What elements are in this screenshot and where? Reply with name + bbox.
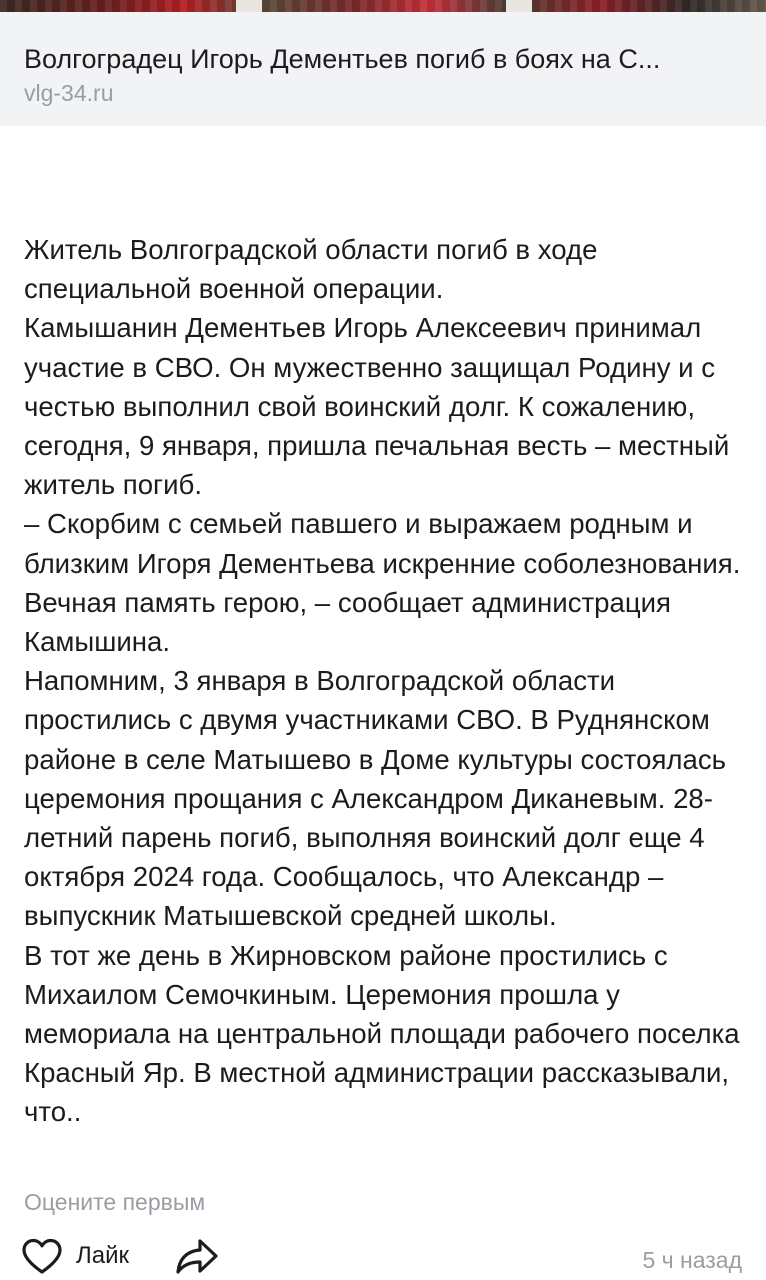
post-paragraph: В тот же день в Жирновском районе простились с Михаилом Семочкиным. Церемония прошла у мемориала на центральной площади рабочего поселка Красный Яр. В местной администрации рассказывали, что..	[24, 939, 740, 1128]
link-preview-domain: vlg-34.ru	[24, 80, 114, 106]
post-paragraph: – Скорбим с семьей павшего и выражаем родным и близким Игоря Дементьева искренние соболезнования. Вечная память герою, – сообщает администрация Камышина.	[24, 508, 741, 658]
link-preview-card[interactable]	[0, 12, 766, 126]
post-paragraph: Житель Волгоградской области погиб в ходе специальной военной операции.	[24, 234, 598, 305]
post-action-bar	[0, 1232, 766, 1280]
share-button[interactable]	[174, 1236, 220, 1276]
like-label: Лайк	[76, 1242, 130, 1269]
like-button[interactable]	[20, 1236, 129, 1276]
post-paragraph: Напомним, 3 января в Волгоградской области простились с двумя участниками СВО. В Руднянском районе в селе Матышево в Доме культуры состоялась церемония прощания с Александром Диканевым. 28-летний парень погиб, выполняя воинский долг еще 4 октября 2024 года. Сообщалось, что Александр – выпускник Матышевской средней школы.	[24, 665, 727, 932]
rate-prompt[interactable]: Оцените первым	[24, 1189, 206, 1215]
heart-outline-icon	[20, 1237, 64, 1275]
post-timestamp: 5 ч назад	[642, 1247, 742, 1273]
share-arrow-icon	[174, 1236, 220, 1276]
post-text	[24, 230, 754, 1132]
link-preview-title[interactable]: Волгоградец Игорь Дементьев погиб в боях на С...	[24, 44, 661, 74]
post-paragraph: Камышанин Дементьев Игорь Алексеевич принимал участие в СВО. Он мужественно защищал Родину и с честью выполнил свой воинский долг. К сожалению, сегодня, 9 января, пришла печальная весть – местный житель погиб.	[24, 312, 730, 501]
post-photo[interactable]	[0, 0, 766, 12]
